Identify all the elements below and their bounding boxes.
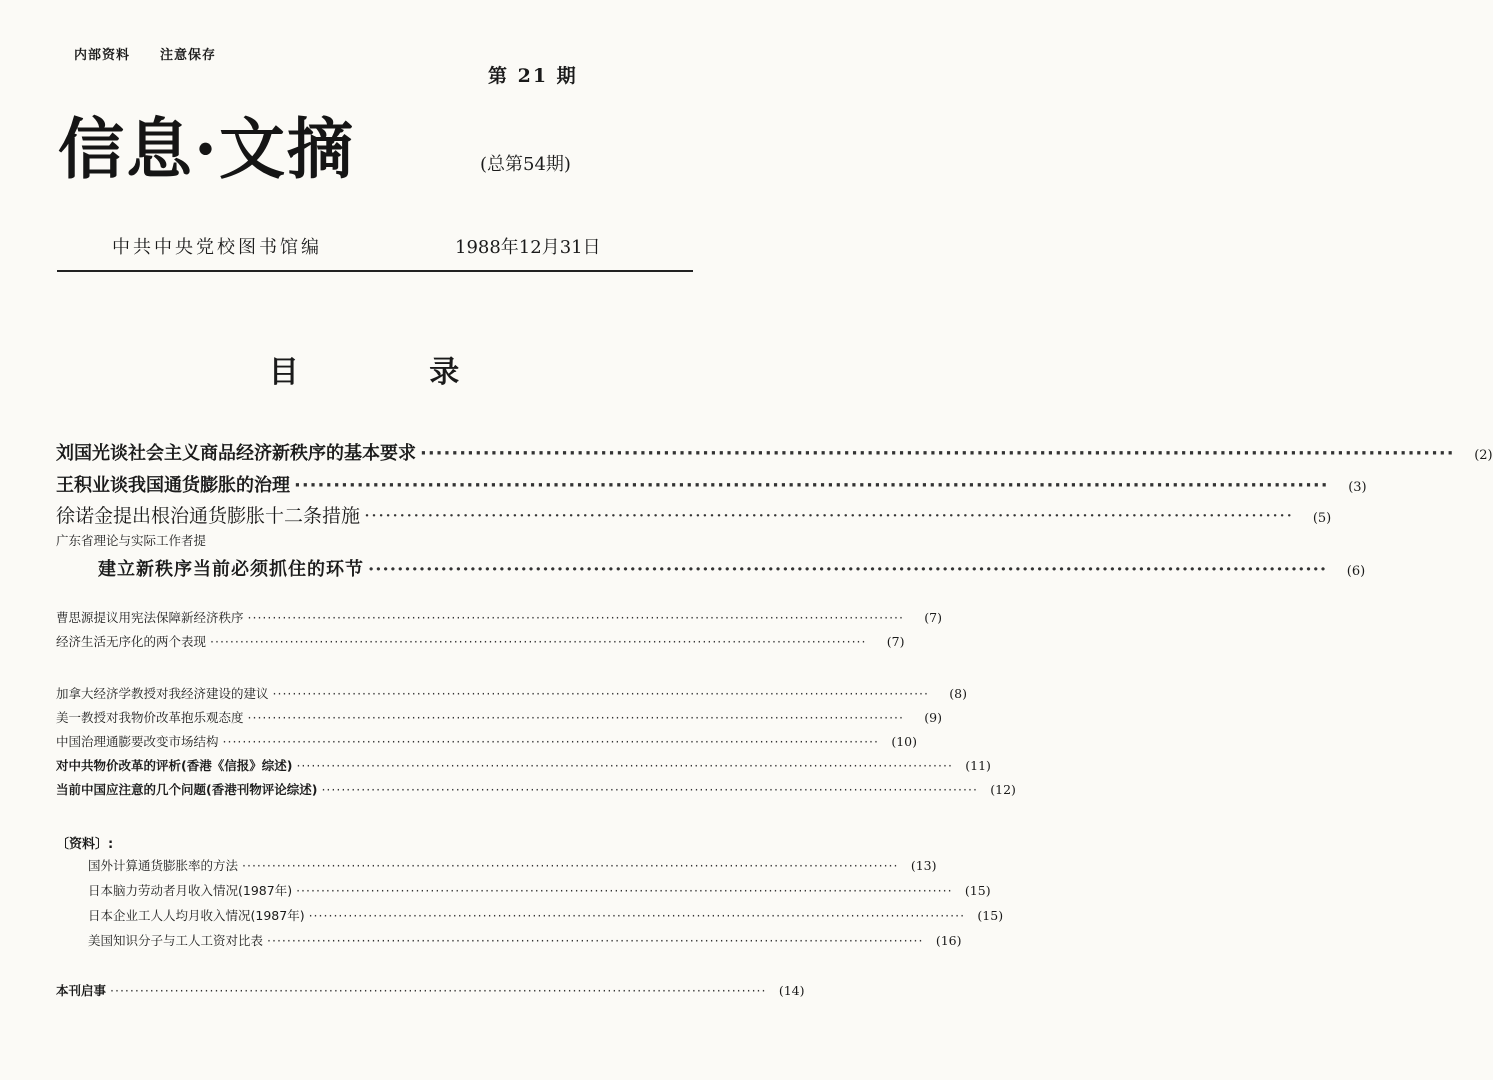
toc-leader: ···································································································································· (110, 983, 767, 998)
toc-entry[interactable] (56, 732, 918, 750)
toc-entry-page: (8) (949, 686, 968, 701)
toc-entry[interactable] (88, 856, 937, 874)
toc-entry[interactable] (56, 684, 968, 702)
toc-leader: ···································································································································· (308, 908, 966, 923)
toc-leader: ···································································································································· (272, 686, 930, 701)
toc-entry[interactable] (88, 906, 1004, 924)
document-notice (74, 44, 216, 63)
toc-leader: ···································································································································· (267, 933, 924, 948)
toc-leader: ···································································································································· (294, 475, 1329, 496)
toc-entry-title: 对中共物价改革的评析(香港《信报》综述) (56, 758, 293, 773)
toc-entry[interactable] (56, 439, 1493, 465)
toc-entry-page: (15) (977, 908, 1004, 923)
toc-entry-page: (16) (935, 933, 962, 948)
issue-number: 第 21 期 (488, 65, 578, 87)
toc-entry[interactable] (56, 632, 905, 650)
toc-entry-title: 王积业谈我国通货膨胀的治理 (56, 475, 290, 496)
toc-entry-page: (9) (924, 710, 943, 725)
toc-leader: ···································································································································· (210, 634, 867, 649)
toc-leader: ···································································································································· (222, 734, 880, 749)
toc-entry-page: (6) (1346, 564, 1366, 579)
toc-entry-page: (12) (990, 782, 1016, 797)
toc-entry[interactable] (88, 881, 991, 899)
toc-entry-subheading: 广东省理论与实际工作者提 (56, 533, 207, 548)
toc-entry-page: (14) (778, 983, 805, 998)
toc-leader: ···································································································································· (368, 559, 1328, 580)
toc-leader: ···································································································································· (364, 505, 1294, 527)
toc-entry-page: (7) (924, 610, 943, 625)
toc-entry-title: 刘国光谈社会主义商品经济新秩序的基本要求 (56, 443, 416, 464)
toc-entry-title: 徐诺金提出根治通货膨胀十二条措施 (56, 505, 361, 527)
toc-entry-title: 美国知识分子与工人工资对比表 (88, 933, 264, 948)
keep-safe-label: 注意保存 (160, 48, 217, 63)
toc-leader: ···································································································································· (247, 710, 905, 725)
toc-entry[interactable] (56, 608, 943, 626)
toc-entry-title: 经济生活无序化的两个表现 (56, 634, 207, 649)
toc-entry-page: (7) (886, 634, 905, 649)
total-issue-number: (总第54期) (480, 154, 571, 175)
toc-entry-title: 国外计算通货膨胀率的方法 (88, 858, 239, 873)
toc-entry-title: 建立新秩序当前必须抓住的环节 (98, 559, 364, 580)
toc-entry[interactable] (56, 981, 805, 999)
toc-leader: ···································································································································· (247, 610, 905, 625)
toc-entry-page: (3) (1348, 480, 1367, 495)
toc-entry-title: 曹思源提议用宪法保障新经济秩序 (56, 610, 244, 625)
toc-title: 目 录 (268, 355, 520, 390)
toc-leader: ···································································································································· (296, 883, 953, 898)
toc-entry-title: 加拿大经济学教授对我经济建设的建议 (56, 686, 269, 701)
toc-entry-title: 中国治理通膨要改变市场结构 (56, 734, 219, 749)
toc-entry-title: 当前中国应注意的几个问题(香港刊物评论综述) (56, 782, 318, 797)
toc-entry[interactable] (98, 555, 1366, 581)
toc-entry[interactable] (56, 471, 1367, 497)
toc-entry[interactable] (56, 756, 991, 774)
toc-entry[interactable] (56, 708, 943, 726)
toc-entry-page: (13) (910, 858, 937, 873)
publication-date: 1988年12月31日 (455, 237, 601, 258)
toc-leader: ···································································································································· (420, 443, 1455, 464)
toc-entry-title: 美一教授对我物价改革抱乐观态度 (56, 710, 244, 725)
toc-entry[interactable] (56, 780, 1016, 798)
toc-entry-page: (11) (965, 758, 991, 773)
internal-material-label: 内部资料 (74, 48, 131, 63)
toc-entry-title: 日本企业工人人均月收入情况(1987年) (88, 908, 305, 923)
toc-entry[interactable] (88, 931, 962, 949)
toc-entry-title: 本刊启事 (56, 983, 107, 998)
header-divider (57, 270, 693, 272)
toc-entry-page: (10) (891, 734, 918, 749)
materials-section-label: 〔资料〕: (56, 837, 114, 852)
toc-entry-page: (5) (1312, 511, 1332, 526)
toc-entry-page: (15) (964, 883, 991, 898)
toc-entry-title: 日本脑力劳动者月收入情况(1987年) (88, 883, 293, 898)
masthead-title: 信息·文摘 (58, 110, 355, 188)
toc-entry-page: (2) (1474, 448, 1493, 463)
toc-leader: ···································································································································· (321, 782, 978, 797)
toc-entry[interactable] (56, 501, 1332, 528)
toc-leader: ···································································································································· (242, 858, 899, 873)
editor-line: 中共中央党校图书馆编 (112, 237, 322, 258)
toc-leader: ···································································································································· (296, 758, 953, 773)
